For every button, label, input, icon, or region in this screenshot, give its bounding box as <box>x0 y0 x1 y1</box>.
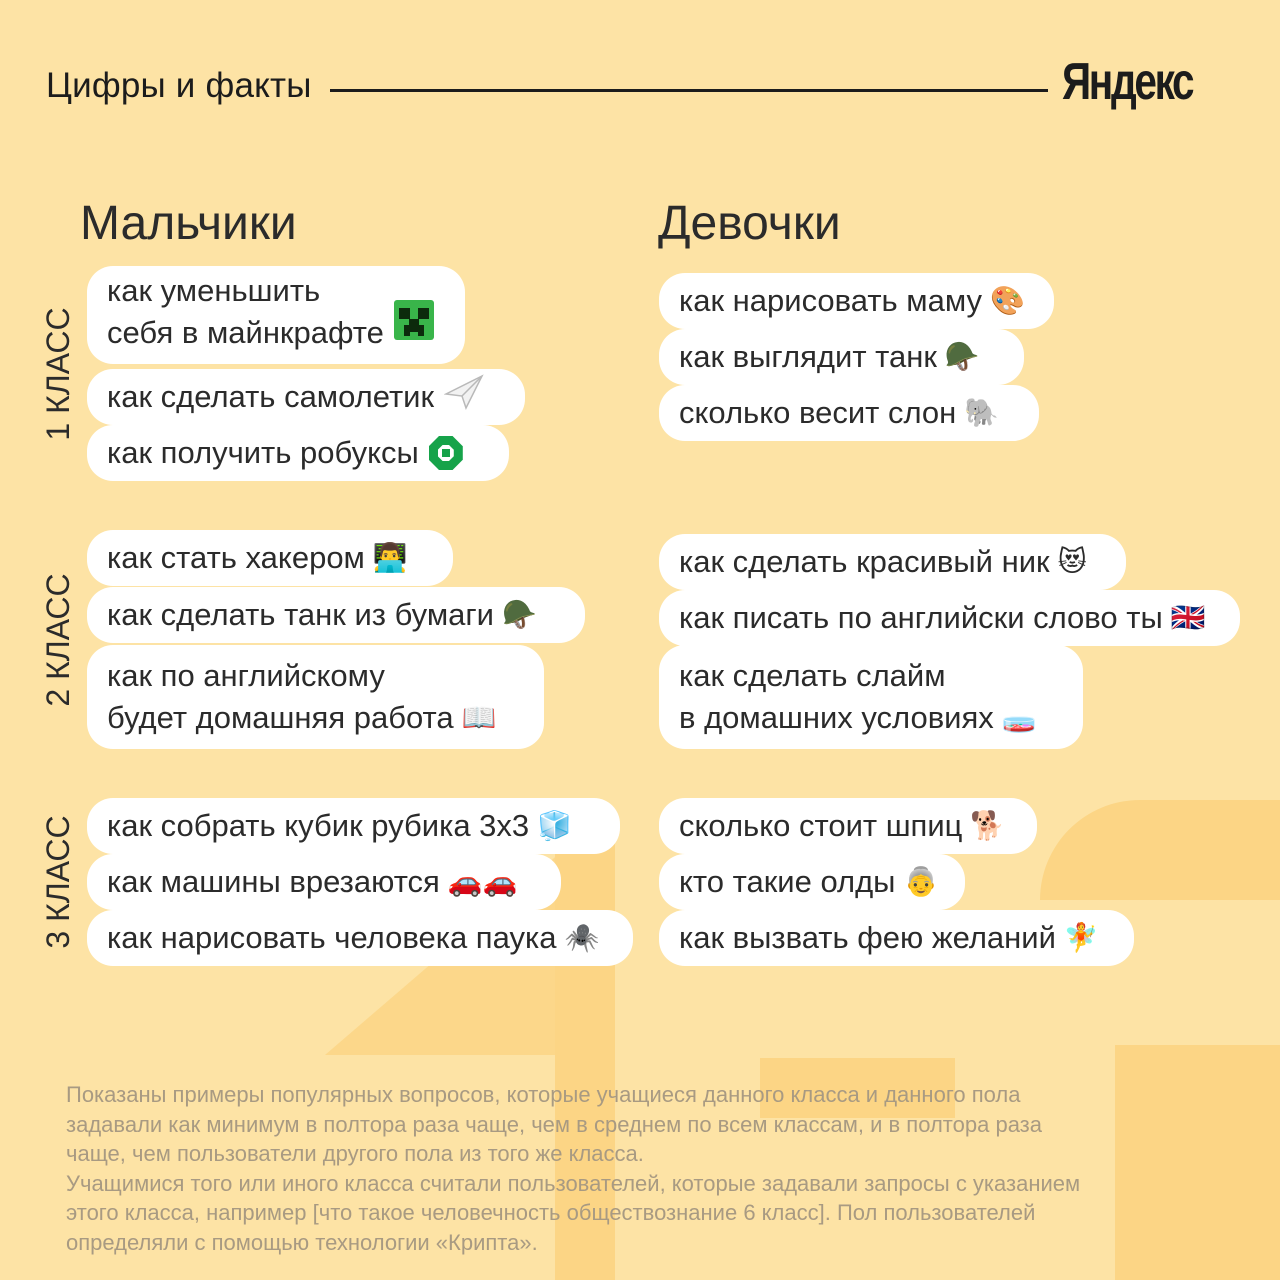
paper-plane-icon <box>444 374 484 421</box>
petri-dish-emoji-icon: 🧫 <box>1001 702 1037 733</box>
query-bubble <box>87 645 544 749</box>
query-bubble <box>659 385 1039 441</box>
query-text: как сделать самолетик <box>107 379 435 414</box>
fairy-emoji-icon: 🧚 <box>1063 922 1099 953</box>
spider-emoji-icon: 🕷️ <box>564 922 600 953</box>
query-bubble <box>87 530 453 586</box>
heart-eyes-cat-emoji-icon: 😻 <box>1057 546 1087 577</box>
query-text: как сделать танк из бумаги <box>107 597 495 632</box>
grade-label-2: 2 КЛАСС <box>40 573 76 707</box>
footnote-paragraph: Учащимися того или иного класса считали пользователей, которые задавали запросы с указанием этого класса, например [что такое человечность обществознание 6 класс]. Пол пользователей определяли с помощью технологии «Крипта». <box>66 1170 1081 1255</box>
header-title: Цифры и факты <box>46 66 312 105</box>
query-bubble <box>659 273 1054 329</box>
query-text: как стать хакером <box>107 540 365 575</box>
query-text: как писать по английски слово ты <box>679 600 1163 635</box>
query-text: кто такие олды <box>679 864 896 899</box>
header-divider <box>330 89 1048 92</box>
open-book-emoji-icon: 📖 <box>461 702 497 733</box>
query-bubble <box>87 854 561 910</box>
query-bubble <box>659 854 965 910</box>
query-bubble <box>659 645 1083 749</box>
query-bubble <box>659 910 1134 966</box>
hacker-emoji-icon: 👨‍💻 <box>372 542 408 573</box>
boys-heading: Мальчики <box>80 197 297 250</box>
query-text: как нарисовать маму <box>679 283 983 318</box>
query-bubble <box>659 534 1126 590</box>
footnote-paragraph: Показаны примеры популярных вопросов, которые учащиеся данного класса и данного пола задавали как минимум в полтора раза чаще, чем в среднем по всем классам, и в полтора раза чаще, чем пользователи другого пола из того же класса. <box>66 1082 1043 1166</box>
query-text: как сделать красивый ник <box>679 544 1050 579</box>
query-text: как вызвать фею желаний <box>679 920 1056 955</box>
query-bubble <box>659 329 1024 385</box>
query-text: как сделать слайм в домашних условиях <box>679 658 994 735</box>
query-bubble <box>87 910 633 966</box>
query-text: как выглядит танк <box>679 339 937 374</box>
grade-label-3: 3 КЛАСС <box>40 815 76 949</box>
robux-icon <box>429 436 463 470</box>
girls-heading: Девочки <box>658 197 841 250</box>
query-bubble <box>87 369 525 425</box>
query-text: как нарисовать человека паука <box>107 920 557 955</box>
footnote <box>66 1080 1186 1257</box>
query-bubble <box>87 587 585 643</box>
creeper-icon <box>394 300 434 340</box>
background-numeral-shape <box>1040 800 1280 900</box>
tank-emoji-icon: 🪖 <box>502 599 537 630</box>
dog-emoji-icon: 🐕 <box>970 810 1006 841</box>
query-bubble <box>87 266 465 364</box>
cars-emoji-icon: 🚗🚗 <box>447 866 518 897</box>
grade-label-1: 1 КЛАСС <box>40 307 76 441</box>
elephant-emoji-icon: 🐘 <box>964 397 1000 428</box>
query-text: сколько весит слон <box>679 395 957 430</box>
query-text: как машины врезаются <box>107 864 440 899</box>
query-text: как по английскому будет домашняя работа <box>107 658 454 735</box>
query-text: как собрать кубик рубика 3х3 <box>107 808 530 843</box>
palette-emoji-icon: 🎨 <box>990 285 1025 316</box>
query-text: сколько стоит шпиц <box>679 808 963 843</box>
yandex-logo: Яндекс <box>1062 53 1193 111</box>
query-bubble <box>659 798 1037 854</box>
tank-emoji-icon: 🪖 <box>944 341 980 372</box>
uk-flag-emoji-icon: 🇬🇧 <box>1170 602 1206 633</box>
rubiks-cube-icon: 🧊 <box>537 810 573 841</box>
query-bubble <box>87 425 509 481</box>
query-bubble <box>87 798 620 854</box>
query-text: как уменьшить себя в майнкрафте <box>107 273 384 350</box>
query-bubble <box>659 590 1240 646</box>
query-text: как получить робуксы <box>107 435 419 470</box>
old-woman-emoji-icon: 👵 <box>903 866 939 897</box>
